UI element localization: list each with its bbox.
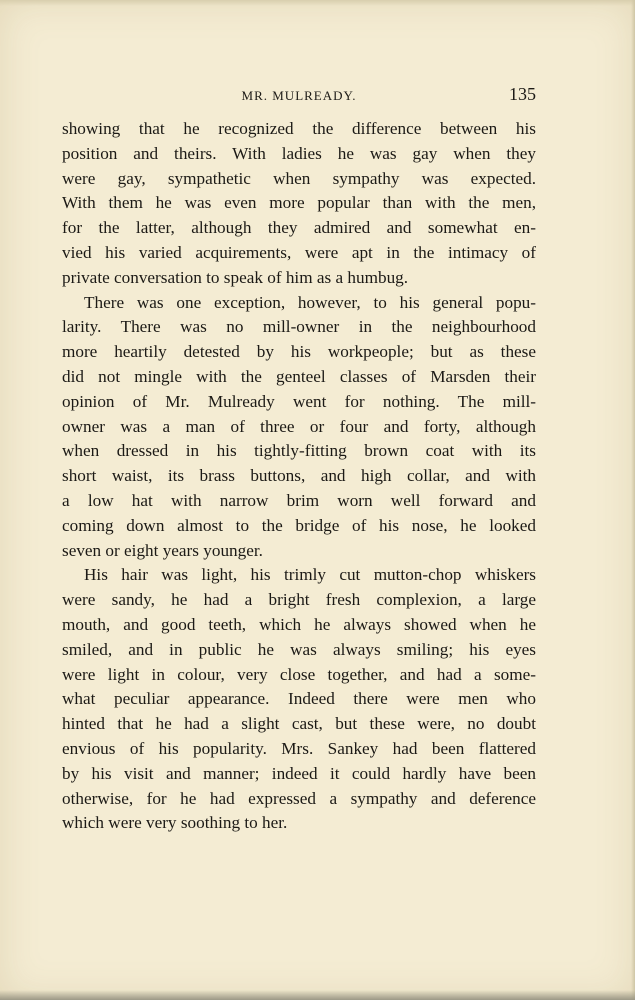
running-title: MR. MULREADY. <box>241 88 357 103</box>
text-line: short waist, its brass buttons, and high collar, and with <box>62 466 536 486</box>
text-line: otherwise, for he had expressed a sympathy and deference <box>62 788 536 808</box>
text-line: which were very soothing to her. <box>62 813 288 833</box>
page-right-edge <box>631 0 635 1000</box>
text-line: a low hat with narrow brim worn well forward and <box>62 490 536 510</box>
page-bottom-edge <box>0 990 635 1000</box>
text-line: mouth, and good teeth, which he always showed when he <box>62 614 536 634</box>
text-line: did not mingle with the genteel classes of Marsden their <box>62 366 536 386</box>
text-line: were gay, sympathetic when sympathy was expected. <box>62 168 536 188</box>
text-line: when dressed in his tightly-fitting brown coat with its <box>62 441 536 461</box>
paragraph <box>62 563 536 836</box>
paragraph <box>62 291 536 564</box>
text-line: hinted that he had a slight cast, but these were, no doubt <box>62 714 536 734</box>
paragraph <box>62 117 536 291</box>
text-line: envious of his popularity. Mrs. Sankey had been flattered <box>62 738 536 758</box>
text-line: were sandy, he had a bright fresh complexion, a large <box>62 590 536 610</box>
page-top-edge <box>0 0 635 6</box>
text-line: With them he was even more popular than with the men, <box>62 193 536 213</box>
text-line: what peculiar appearance. Indeed there were men who <box>62 689 536 709</box>
text-line: were light in colour, very close together, and had a some- <box>62 664 536 684</box>
running-head <box>62 84 536 108</box>
text-line: His hair was light, his trimly cut mutton-chop whiskers <box>84 565 536 585</box>
text-line: showing that he recognized the difference between his <box>62 119 536 138</box>
text-line: for the latter, although they admired and somewhat en- <box>62 218 536 238</box>
text-line: coming down almost to the bridge of his nose, he looked <box>62 515 536 535</box>
text-line: larity. There was no mill-owner in the neighbourhood <box>62 317 536 337</box>
page-number: 135 <box>509 84 536 104</box>
body-text <box>62 117 536 836</box>
text-line: smiled, and in public he was always smiling; his eyes <box>62 639 536 659</box>
text-line: There was one exception, however, to his general popu- <box>84 292 536 312</box>
text-line: vied his varied acquirements, were apt in the intimacy of <box>62 242 536 262</box>
text-line: position and theirs. With ladies he was gay when they <box>62 143 536 163</box>
text-line: private conversation to speak of him as a humbug. <box>62 267 409 287</box>
text-line: owner was a man of three or four and forty, although <box>62 416 536 436</box>
text-line: opinion of Mr. Mulready went for nothing. The mill- <box>62 391 536 411</box>
text-line: more heartily detested by his workpeople; but as these <box>62 342 536 362</box>
text-line: seven or eight years younger. <box>62 540 263 560</box>
text-line: by his visit and manner; indeed it could hardly have been <box>62 763 536 783</box>
